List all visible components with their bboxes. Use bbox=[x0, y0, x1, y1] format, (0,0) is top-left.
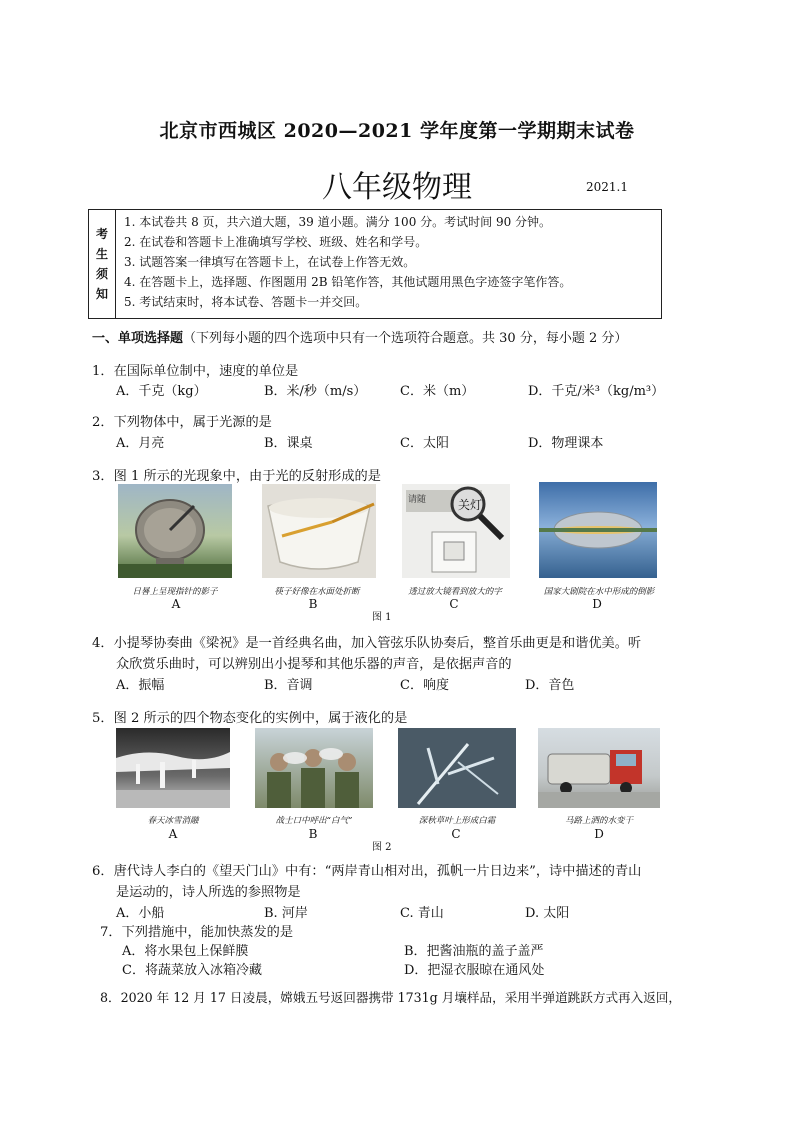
figure-caption: 马路上洒的水变干 bbox=[564, 816, 633, 826]
notice-label-char: 知 bbox=[95, 287, 108, 301]
notice-item: 5. 考试结束时，将本试卷、答题卡一并交回。 bbox=[124, 295, 368, 309]
option-b: B. 河岸 bbox=[264, 906, 308, 921]
option-d: D．把湿衣服晾在通风处 bbox=[404, 963, 545, 978]
melting-ice-photo bbox=[116, 728, 230, 808]
notice-label-char: 须 bbox=[95, 267, 108, 281]
soldiers-illustration bbox=[255, 728, 373, 808]
figure-caption: 透过放大镜看到放大的字 bbox=[408, 587, 502, 597]
figure-label: 图 1 bbox=[372, 612, 392, 623]
option-a: A．千克（kg） bbox=[116, 384, 207, 399]
option-letter: A bbox=[171, 597, 181, 611]
magnifier-photo bbox=[402, 484, 510, 578]
sign-text-magnified: 关灯 bbox=[458, 498, 483, 512]
notice-item: 2. 在试卷和答题卡上准确填写学校、班级、姓名和学号。 bbox=[124, 235, 428, 249]
figure-label: 图 2 bbox=[372, 842, 392, 853]
option-letter: A bbox=[168, 827, 178, 841]
water-truck-photo bbox=[538, 728, 660, 808]
option-d: D．物理课本 bbox=[528, 436, 604, 451]
notice-box bbox=[88, 209, 662, 319]
option-b: B．米/秒（m/s） bbox=[264, 384, 367, 399]
sundial-illustration bbox=[118, 484, 232, 578]
exam-date: 2021.1 bbox=[586, 180, 628, 194]
option-letter: D bbox=[592, 597, 602, 611]
option-c: C．米（m） bbox=[400, 384, 475, 399]
option-a: A．将水果包上保鲜膜 bbox=[122, 944, 249, 959]
frost-illustration bbox=[398, 728, 516, 808]
notice-items bbox=[116, 210, 661, 318]
option-letter: B bbox=[308, 597, 318, 611]
figure-caption: 战士口中呼出“白气” bbox=[275, 816, 353, 826]
option-a: A．振幅 bbox=[116, 678, 165, 693]
figure-caption: 深秋草叶上形成白霜 bbox=[418, 816, 496, 826]
option-letter: D bbox=[594, 827, 604, 841]
option-b: B．音调 bbox=[264, 678, 313, 693]
question-stem: 2．下列物体中，属于光源的是 bbox=[92, 415, 272, 430]
truck-illustration bbox=[538, 728, 660, 808]
exam-title: 北京市西城区 2020—2021 学年度第一学期期末试卷 bbox=[159, 120, 635, 142]
option-d: D．千克/米³（kg/m³） bbox=[528, 384, 665, 399]
notice-label bbox=[89, 210, 116, 318]
option-d: D．音色 bbox=[525, 678, 575, 693]
exam-subject: 八年级物理 bbox=[322, 170, 472, 205]
option-c: C. 青山 bbox=[400, 906, 444, 921]
notice-item: 4. 在答题卡上，选择题、作图题用 2B 铅笔作答，其他试题用黑色字迹签字笔作答。 bbox=[124, 275, 572, 289]
option-letter: B bbox=[308, 827, 318, 841]
option-letter: C bbox=[449, 597, 459, 611]
option-b: B．把酱油瓶的盖子盖严 bbox=[404, 944, 544, 959]
section-desc: （下列每小题的四个选项中只有一个选项符合题意。共 30 分，每小题 2 分） bbox=[183, 331, 628, 346]
notice-label-char: 考 bbox=[95, 227, 108, 241]
question-stem: 8．2020 年 12 月 17 日凌晨，嫦娥五号返回器携带 1731g 月壤样品，采用半弹道跳跃方式再入返回， bbox=[100, 990, 682, 1005]
frost-photo bbox=[398, 728, 516, 808]
sign-text: 请随 bbox=[408, 495, 427, 505]
section-header bbox=[92, 327, 627, 346]
section-title: 一、单项选择题 bbox=[92, 331, 184, 346]
option-a: A．小船 bbox=[116, 906, 165, 921]
option-d: D. 太阳 bbox=[525, 906, 570, 921]
soldiers-photo bbox=[255, 728, 373, 808]
chopsticks-bowl-photo bbox=[262, 484, 376, 578]
notice-item: 3. 试题答案一律填写在答题卡上，在试卷上作答无效。 bbox=[124, 255, 416, 269]
question-stem: 7．下列措施中，能加快蒸发的是 bbox=[100, 925, 294, 940]
option-a: A．月亮 bbox=[116, 436, 165, 451]
option-c: C．将蔬菜放入冰箱冷藏 bbox=[122, 963, 262, 978]
option-c: C．太阳 bbox=[400, 436, 449, 451]
question-stem: 3．图 1 所示的光现象中，由于光的反射形成的是 bbox=[92, 469, 381, 484]
question-stem: 4．小提琴协奏曲《梁祝》是一首经典名曲，加入管弦乐队协奏后，整首乐曲更是和谐优美。听 bbox=[92, 636, 642, 651]
figure-caption: 春天冰雪消融 bbox=[147, 816, 199, 826]
icicle-illustration bbox=[116, 728, 230, 808]
question-stem-cont: 众欣赏乐曲时，可以辨别出小提琴和其他乐器的声音，是依据声音的 bbox=[116, 657, 512, 672]
option-b: B．课桌 bbox=[264, 436, 313, 451]
option-c: C．响度 bbox=[400, 678, 449, 693]
question-stem: 5．图 2 所示的四个物态变化的实例中，属于液化的是 bbox=[92, 711, 408, 726]
figure-caption: 筷子好像在水面处折断 bbox=[274, 587, 360, 597]
bowl-illustration bbox=[262, 484, 376, 578]
sundial-photo bbox=[118, 484, 232, 578]
option-letter: C bbox=[451, 827, 461, 841]
figure-caption: 日晷上呈现指针的影子 bbox=[132, 587, 218, 597]
theater-illustration bbox=[539, 482, 657, 578]
notice-item: 1. 本试卷共 8 页，共六道大题，39 道小题。满分 100 分。考试时间 90 分钟。 bbox=[124, 215, 552, 229]
question-stem-cont: 是运动的，诗人所选的参照物是 bbox=[116, 885, 301, 900]
grand-theater-photo bbox=[539, 482, 657, 578]
notice-label-char: 生 bbox=[95, 247, 108, 261]
figure-caption: 国家大剧院在水中形成的倒影 bbox=[543, 587, 655, 597]
question-stem: 6．唐代诗人李白的《望天门山》中有：“两岸青山相对出，孤帆一片日边来”，诗中描述的青山 bbox=[92, 864, 642, 879]
question-stem: 1．在国际单位制中，速度的单位是 bbox=[92, 364, 299, 379]
